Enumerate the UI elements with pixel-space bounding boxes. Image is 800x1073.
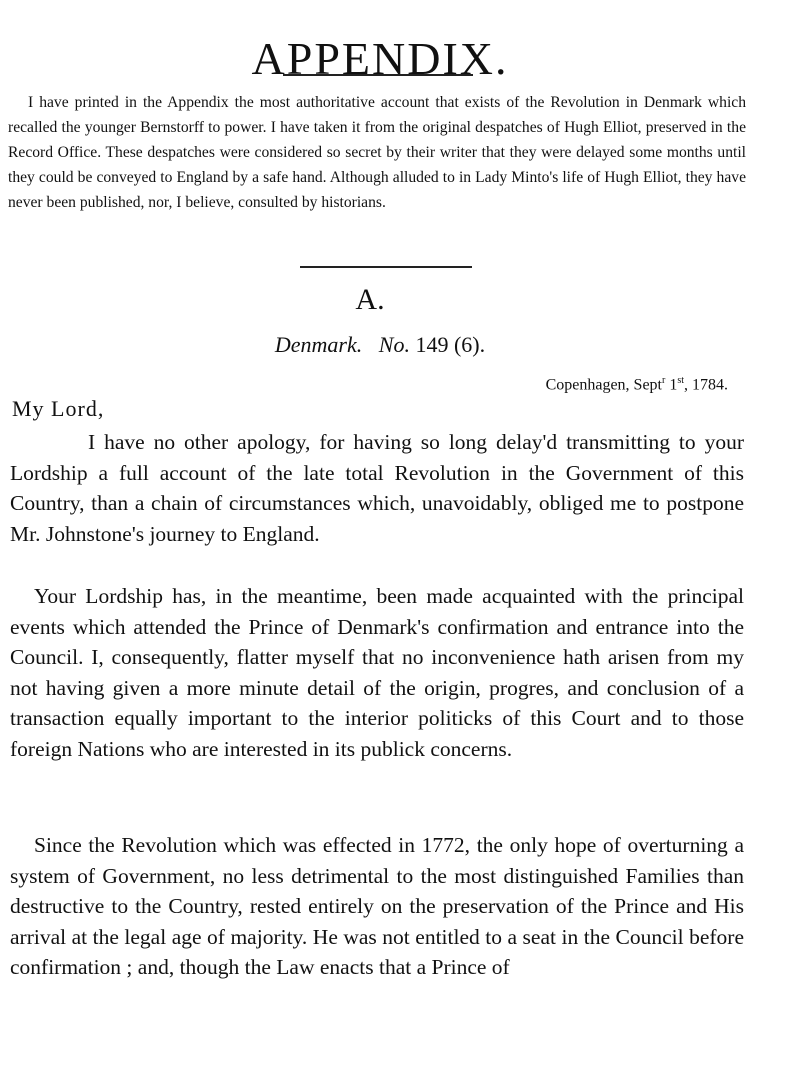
intro-paragraph: I have printed in the Appendix the most authoritative account that exists of the Revolution in Denmark which recalled the younger Bernstorff to power. I have taken it from the original despatches of Hugh Elliot, preserved in the Record Office. These despatches were considered so secret by their writer that they were delayed some months until they could be conveyed to England by a safe hand. Although alluded to in Lady Minto's life of Hugh Elliot, they have never been published, nor, I believe, consulted by historians. <box>8 94 746 211</box>
letter-salutation: My Lord, <box>12 396 105 421</box>
letter-paragraph-3: Since the Revolution which was effected in 1772, the only hope of overturning a system of Government, no less detrimental to the most distinguished Families than destructive to the Country, rested entirely on the preservation of the Prince and His arrival at the legal age of majority. He was not entitled to a seat in the Council before confirmation ; and, though the Law enacts that a Prince of <box>10 833 744 979</box>
section-heading: A. <box>355 283 385 316</box>
dateline <box>546 370 728 396</box>
dateline-year: , 1784. <box>684 376 728 394</box>
page-title: APPENDIX. <box>251 32 509 84</box>
title-divider <box>283 74 473 76</box>
dispatch-country: Denmark. <box>274 332 363 357</box>
dispatch-number: 149 (6). <box>415 332 486 357</box>
intro-divider <box>300 266 472 268</box>
dateline-day-sup: st <box>677 375 684 386</box>
dateline-place: Copenhagen, Sept <box>545 376 662 394</box>
letter-paragraph-1: I have no other apology, for having so long delay'd transmitting to your Lordship a full account of the late total Revolution in the Government of this Country, than a chain of circumstances which, unavoidably, obliged me to postpone Mr. Johnstone's journey to England. <box>10 430 744 546</box>
dispatch-no-label: No. <box>378 332 410 357</box>
dateline-day: 1 <box>665 376 678 394</box>
dateline-month-sup: r <box>661 375 666 386</box>
letter-paragraph-2: Your Lordship has, in the meantime, been made acquainted with the principal events which attended the Prince of Denmark's confirmation and entrance into the Council. I, consequently, flatter myself that no inconvenience hath arisen from my not having given a more minute detail of the origin, progres, and conclusion of a transaction equally important to the interior politicks of this Court and to those foreign Nations who are interested in its publick concerns. <box>10 584 744 761</box>
dispatch-reference <box>0 330 760 360</box>
